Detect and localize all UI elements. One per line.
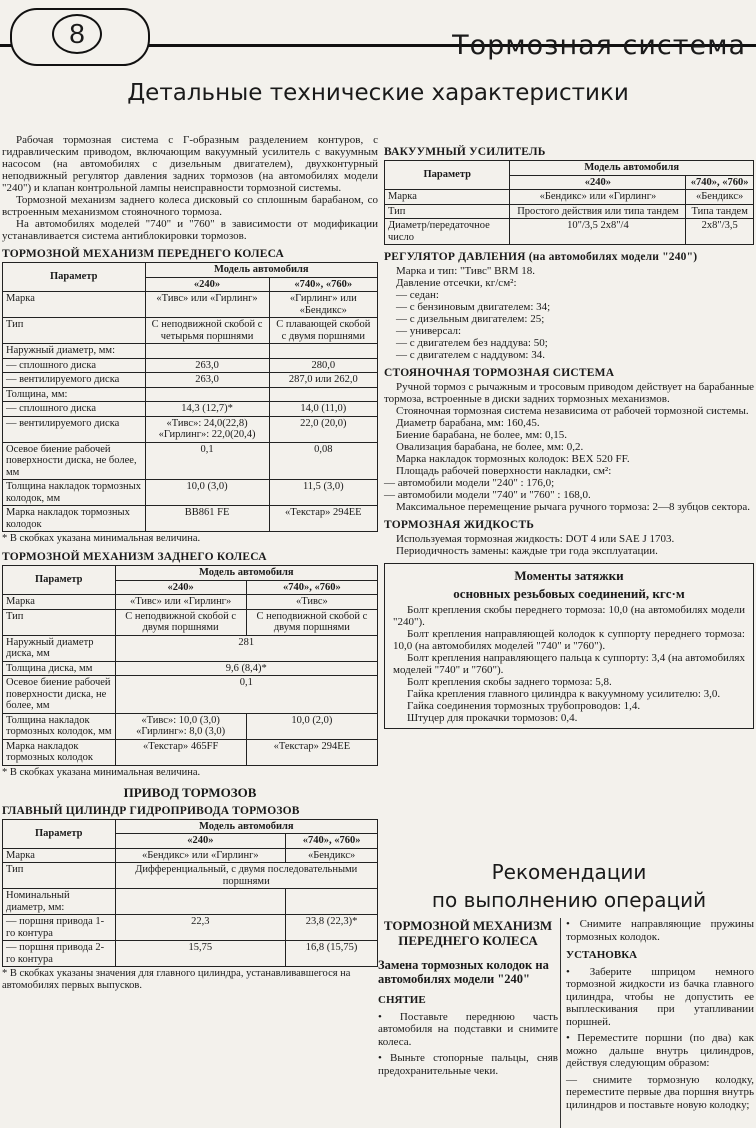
section-title: Тормозная система	[452, 30, 746, 61]
regulator-line: — универсал:	[396, 325, 462, 337]
vacuum-heading: ВАКУУМНЫЙ УСИЛИТЕЛЬ	[384, 146, 546, 158]
table-row	[3, 863, 378, 889]
cell-a: «Бендикс» или «Гирлинг»	[510, 190, 686, 205]
header-model-b: «740», «760»	[686, 175, 754, 190]
parking-line: Диаметр барабана, мм: 160,45.	[396, 417, 540, 429]
cell-param: Наружный диаметр, мм:	[3, 344, 146, 359]
parking-line: — автомобили модели "240" : 176,0;	[384, 477, 555, 489]
cell-param: Марка накладок тормозных колодок	[3, 506, 146, 532]
cell-param: Марка	[3, 595, 116, 610]
cell-b	[269, 344, 377, 359]
cell-a: «Тивс»: 10,0 (3,0) «Гирлинг»: 8,0 (3,0)	[115, 713, 246, 739]
torque-box	[384, 563, 754, 729]
cell-param: Толщина накладок тормозных колодок, мм	[3, 713, 116, 739]
intro-paragraph: На автомобилях моделей "740" и "760" в зависимости от модификации устанавливается система антиблокировки тормозов.	[2, 218, 378, 242]
header-param: Параметр	[3, 566, 116, 595]
table-row	[385, 204, 754, 219]
parking-heading: СТОЯНОЧНАЯ ТОРМОЗНАЯ СИСТЕМА	[384, 367, 615, 379]
parking-line: Овализация барабана, не более, мм: 0,2.	[396, 441, 584, 453]
parking-line: Максимальное перемещение рычага ручного тормоза: 2—8 зубцов сектора.	[396, 501, 751, 513]
cell-param: Наружный диаметр диска, мм	[3, 635, 116, 661]
header-model: Модель автомобиля	[145, 263, 378, 278]
regulator-line: Давление отсечки, кг/см²:	[396, 277, 517, 289]
parking-line: Биение барабана, не более, мм: 0,15.	[396, 429, 568, 441]
table-header-row	[3, 566, 378, 581]
table-row	[3, 387, 378, 402]
cell-param: Тип	[3, 609, 116, 635]
table-row	[3, 941, 378, 967]
cell-param: Марка	[3, 848, 116, 863]
operations-left	[378, 918, 558, 1081]
torque-line: Гайка крепления главного цилиндра к вакуумному усилителю: 3,0.	[407, 688, 721, 700]
fluid-section	[384, 519, 754, 557]
cell-b: 2x8"/3,5	[686, 219, 754, 245]
table-row	[3, 292, 378, 318]
table-header-row	[3, 263, 378, 278]
cell-param: — вентилируемого диска	[3, 416, 146, 442]
cell-b: 11,5 (3,0)	[269, 480, 377, 506]
intro-text	[2, 134, 378, 242]
cell-a	[145, 344, 269, 359]
master-cylinder-heading: ГЛАВНЫЙ ЦИЛИНДР ГИДРОПРИВОДА ТОРМОЗОВ	[2, 804, 300, 817]
cell-b: 0,08	[269, 442, 377, 480]
regulator-section	[384, 251, 754, 361]
intro-paragraph: Тормозной механизм заднего колеса дисковый со сплошным барабаном, со встроенным механизмом стояночного тормоза.	[2, 194, 378, 218]
cell-param: — вентилируемого диска	[3, 373, 146, 388]
table-row	[3, 442, 378, 480]
header-model: Модель автомобиля	[115, 566, 378, 581]
ops-step: • Выньте стопорные пальцы, сняв предохранительные чеки.	[378, 1052, 558, 1077]
header-param: Параметр	[3, 819, 116, 848]
header-model-a: «240»	[115, 580, 246, 595]
cell-a: BB861 FE	[145, 506, 269, 532]
cell-param: Осевое биение рабочей поверхности диска, не более, мм	[3, 676, 116, 714]
regulator-line: Марка и тип: "Тивс" BRM 18.	[396, 265, 536, 277]
header-model-a: «240»	[145, 277, 269, 292]
parking-paragraph: Ручной тормоз с рычажным и тросовым приводом действует на барабанные тормоза, встроенные в диски задних тормозных механизмов.	[384, 381, 754, 405]
ops-step: — снимите тормозную колодку, переместите первые два поршня внутрь цилиндров и поставьте новую колодку;	[566, 1073, 754, 1111]
cell-b: 16,8 (15,75)	[286, 941, 378, 967]
cell-b: 287,0 или 262,0	[269, 373, 377, 388]
recommendations-heading	[384, 858, 754, 914]
cell-param: Марка накладок тормозных колодок	[3, 739, 116, 765]
cell-a	[145, 387, 269, 402]
table-row	[3, 713, 378, 739]
cell-a: 14,3 (12,7)*	[145, 402, 269, 417]
cell-a: 10,0 (3,0)	[145, 480, 269, 506]
rear-brake-table	[2, 565, 378, 766]
cell-param: Осевое биение рабочей поверхности диска, не более, мм	[3, 442, 146, 480]
cell-b: «Гирлинг» или «Бендикс»	[269, 292, 377, 318]
header-model-b: «740», «760»	[269, 277, 377, 292]
fluid-line: Периодичность замены: каждые три года эксплуатации.	[396, 545, 658, 557]
ops-section-heading: ТОРМОЗНОЙ МЕХАНИЗМ ПЕРЕДНЕГО КОЛЕСА	[383, 918, 553, 948]
cell-b: С неподвижной скобой с двумя поршнями	[246, 609, 377, 635]
torque-line: Штуцер для прокачки тормозов: 0,4.	[407, 712, 578, 724]
regulator-line: — с двигателем без наддува: 50;	[396, 337, 548, 349]
install-heading: УСТАНОВКА	[566, 949, 638, 961]
cell-a: 263,0	[145, 358, 269, 373]
cell-b: 23,8 (22,3)*	[286, 915, 378, 941]
cell-a: С неподвижной скобой с четырьмя поршнями	[145, 318, 269, 344]
regulator-line: — с двигателем с наддувом: 34.	[396, 349, 545, 361]
regulator-line: — седан:	[396, 289, 439, 301]
cell-a: 10"/3,5 2x8"/4	[510, 219, 686, 245]
cell-b: 280,0	[269, 358, 377, 373]
cell-a	[115, 889, 286, 915]
cell-both: 281	[115, 635, 378, 661]
page-title: Детальные технические характеристики	[127, 80, 629, 106]
table-row	[3, 402, 378, 417]
front-footnote: * В скобках указана минимальная величина.	[2, 533, 201, 544]
header-model: Модель автомобиля	[115, 819, 378, 834]
table-header-row	[385, 161, 754, 176]
cell-param: Тип	[3, 863, 116, 889]
cell-both: Дифференциальный, с двумя последовательными поршнями	[115, 863, 378, 889]
torque-line: Болт крепления скобы заднего тормоза: 5,8.	[407, 676, 612, 688]
cell-b	[269, 387, 377, 402]
ops-step: • Снимите направляющие пружины тормозных колодок.	[566, 918, 754, 943]
cell-a: «Текстар» 465FF	[115, 739, 246, 765]
cell-a: С неподвижной скобой с двумя поршнями	[115, 609, 246, 635]
header-model-a: «240»	[115, 834, 286, 849]
left-column	[2, 134, 378, 996]
right-column	[384, 140, 754, 729]
cell-param: Толщина накладок тормозных колодок, мм	[3, 480, 146, 506]
ops-task-heading: Замена тормозных колодок на автомобилях модели "240"	[378, 958, 549, 986]
ops-step: • Заберите шприцом немного тормозной жидкости из бачка главного цилиндра, чтобы не допустить ее выплескивания при утапливании поршней.	[566, 965, 754, 1028]
parking-line: Площадь рабочей поверхности накладки, см²:	[396, 465, 612, 477]
cell-b: «Текстар» 294EE	[246, 739, 377, 765]
table-row	[3, 416, 378, 442]
table-row	[3, 506, 378, 532]
cell-param: Тип	[385, 204, 510, 219]
cell-param: — сплошного диска	[3, 402, 146, 417]
table-row	[3, 358, 378, 373]
fluid-heading: ТОРМОЗНАЯ ЖИДКОСТЬ	[384, 519, 535, 531]
cell-param: Номинальный диаметр, мм:	[3, 889, 116, 915]
header-param: Параметр	[3, 263, 146, 292]
torque-title: Моменты затяжки	[514, 568, 624, 583]
torque-line: Болт крепления направляющей колодок к суппорту переднего тормоза: 10,0 (на автомобилях моделей "740" и "760").	[393, 628, 745, 652]
table-row	[3, 373, 378, 388]
master-cylinder-table	[2, 819, 378, 968]
cell-a: Простого действия или типа тандем	[510, 204, 686, 219]
drive-heading: ПРИВОД ТОРМОЗОВ	[123, 784, 257, 800]
cell-b: 22,0 (20,0)	[269, 416, 377, 442]
intro-paragraph: Рабочая тормозная система с Г-образным разделением контуров, с гидравлическим приводом, включающим вакуумный усилитель с вакуумным насосом (на автомобилях с дизельным двигателем), двухконтурный неподвижный регулятор давления задних тормозов (на автомобилях модели "240") и клапан контрольной лампы неисправности тормозной системы.	[2, 134, 378, 194]
cell-b	[286, 889, 378, 915]
parking-line: — автомобили модели "740" и "760" : 168,0.	[384, 489, 591, 501]
column-divider	[560, 918, 561, 1128]
regulator-line: — с дизельным двигателем: 25;	[396, 313, 545, 325]
cell-a: «Тивс» или «Гирлинг»	[115, 595, 246, 610]
cell-a: 22,3	[115, 915, 286, 941]
fluid-line: Используемая тормозная жидкость: DOT 4 или SAE J 1703.	[396, 533, 675, 545]
cell-param: Толщина диска, мм	[3, 661, 116, 676]
page-number: 8	[52, 14, 102, 54]
rear-footnote: * В скобках указана минимальная величина.	[2, 766, 201, 778]
cell-both: 0,1	[115, 676, 378, 714]
regulator-line: — с бензиновым двигателем: 34;	[396, 301, 551, 313]
regulator-heading: РЕГУЛЯТОР ДАВЛЕНИЯ (на автомобилях модели "240")	[384, 251, 698, 263]
cell-a: 15,75	[115, 941, 286, 967]
removal-heading: СНЯТИЕ	[378, 994, 426, 1006]
rear-brake-heading: ТОРМОЗНОЙ МЕХАНИЗМ ЗАДНЕГО КОЛЕСА	[2, 551, 267, 563]
cell-b: 10,0 (2,0)	[246, 713, 377, 739]
cell-param: Марка	[385, 190, 510, 205]
front-brake-table	[2, 262, 378, 532]
header-model-a: «240»	[510, 175, 686, 190]
torque-subtitle: основных резьбовых соединений, кгс·м	[453, 586, 685, 601]
table-row	[3, 848, 378, 863]
table-row	[3, 889, 378, 915]
cell-param: — сплошного диска	[3, 358, 146, 373]
cell-b: Типа тандем	[686, 204, 754, 219]
header-param: Параметр	[385, 161, 510, 190]
torque-line: Болт крепления скобы переднего тормоза: 10,0 (на автомобилях модели "240").	[393, 604, 745, 628]
table-row	[3, 609, 378, 635]
recommendations-line-2: по выполнению операций	[431, 888, 707, 912]
cell-b: «Текстар» 294EE	[269, 506, 377, 532]
front-brake-heading: ТОРМОЗНОЙ МЕХАНИЗМ ПЕРЕДНЕГО КОЛЕСА	[2, 248, 285, 260]
cell-param: Толщина, мм:	[3, 387, 146, 402]
vacuum-table	[384, 160, 754, 245]
cell-b: «Бендикс»	[286, 848, 378, 863]
table-row	[3, 635, 378, 661]
cell-a: «Тивс» или «Гирлинг»	[145, 292, 269, 318]
cell-b: «Бендикс»	[686, 190, 754, 205]
cell-param: Марка	[3, 292, 146, 318]
table-row	[3, 661, 378, 676]
cell-param: Тип	[3, 318, 146, 344]
header-model-b: «740», «760»	[246, 580, 377, 595]
cell-b: «Тивс»	[246, 595, 377, 610]
cell-a: «Тивс»: 24,0(22,8) «Гирлинг»: 22,0(20,4)	[145, 416, 269, 442]
cell-b: С плавающей скобой с двумя поршнями	[269, 318, 377, 344]
cell-b: 14,0 (11,0)	[269, 402, 377, 417]
parking-line: Марка накладок тормозных колодок: BEX 520 FF.	[396, 453, 630, 465]
recommendations-line-1: Рекомендации	[491, 860, 647, 884]
cell-a: 0,1	[145, 442, 269, 480]
ops-step: • Поставьте переднюю часть автомобиля на подставки и снимите колеса.	[378, 1010, 558, 1048]
table-row	[3, 480, 378, 506]
parking-section	[384, 367, 754, 513]
header-model: Модель автомобиля	[510, 161, 754, 176]
table-header-row	[3, 819, 378, 834]
ops-step: • Переместите поршни (по два) как можно дальше внутрь цилиндров, действуя следующим образом:	[566, 1032, 754, 1069]
table-row	[3, 318, 378, 344]
cell-a: «Бендикс» или «Гирлинг»	[115, 848, 286, 863]
cell-param: — поршня привода 1-го контура	[3, 915, 116, 941]
cell-param: — поршня привода 2-го контура	[3, 941, 116, 967]
cell-a: 263,0	[145, 373, 269, 388]
parking-paragraph: Стояночная тормозная система независима от рабочей тормозной системы.	[396, 405, 749, 417]
table-row	[385, 190, 754, 205]
operations-right	[566, 918, 754, 1115]
torque-line: Гайка соединения тормозных трубопроводов: 1,4.	[407, 700, 641, 712]
table-row	[3, 739, 378, 765]
table-row	[3, 676, 378, 714]
table-row	[385, 219, 754, 245]
torque-line: Болт крепления направляющего пальца к суппорту: 3,4 (на автомобилях моделей "740" и "760").	[393, 652, 745, 676]
table-row	[3, 915, 378, 941]
header-model-b: «740», «760»	[286, 834, 378, 849]
cell-param: Диаметр/передаточное число	[385, 219, 510, 245]
master-footnote: * В скобках указаны значения для главного цилиндра, устанавливавшегося на автомобилях первых выпусков.	[2, 968, 351, 991]
table-row	[3, 344, 378, 359]
table-row	[3, 595, 378, 610]
cell-both: 9,6 (8,4)*	[115, 661, 378, 676]
